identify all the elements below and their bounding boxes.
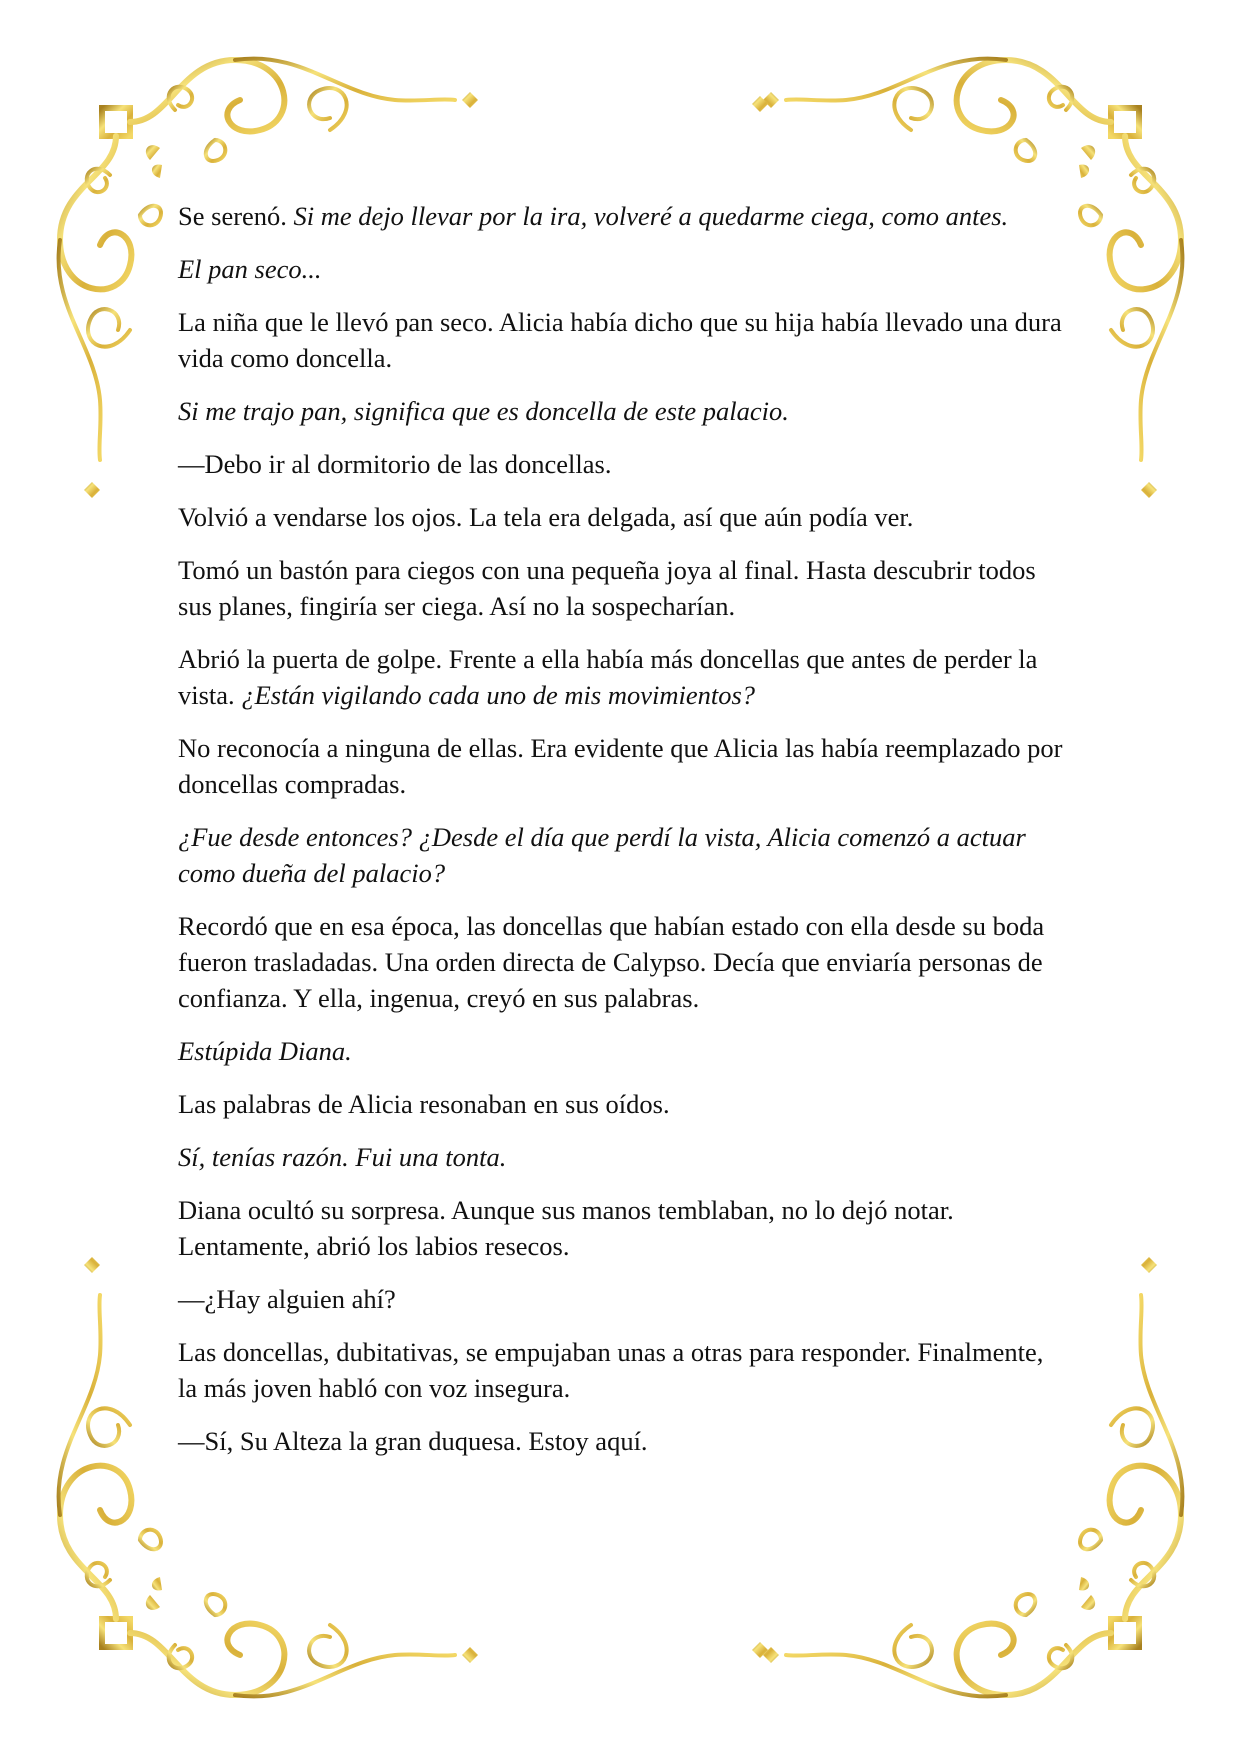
story-paragraph bbox=[178, 198, 1063, 234]
plain-text: Se serenó. bbox=[178, 201, 294, 231]
story-paragraph bbox=[178, 1086, 1063, 1122]
italic-text: Si me dejo llevar por la ira, volveré a quedarme ciega, como antes. bbox=[293, 201, 1009, 231]
story-paragraph bbox=[178, 730, 1063, 802]
italic-text: ¿Están vigilando cada uno de mis movimientos? bbox=[241, 680, 756, 710]
plain-text: Recordó que en esa época, las doncellas que habían estado con ella desde su boda fueron trasladadas. Una orden directa de Calypso. Decía que enviaría personas de confianza. Y ella, ingenua, creyó en sus palabras. bbox=[178, 911, 1045, 1013]
plain-text: Volvió a vendarse los ojos. La tela era delgada, así que aún podía ver. bbox=[178, 502, 914, 532]
story-paragraph bbox=[178, 819, 1063, 891]
plain-text: Tomó un bastón para ciegos con una pequeña joya al final. Hasta descubrir todos sus planes, fingiría ser ciega. Así no la sospecharían. bbox=[178, 555, 1036, 621]
italic-text: Si me trajo pan, significa que es doncella de este palacio. bbox=[178, 396, 789, 426]
plain-text: —¿Hay alguien ahí? bbox=[178, 1284, 396, 1314]
story-paragraph bbox=[178, 393, 1063, 429]
story-paragraph bbox=[178, 1139, 1063, 1175]
plain-text: Diana ocultó su sorpresa. Aunque sus manos temblaban, no lo dejó notar. Lentamente, abrió los labios resecos. bbox=[178, 1195, 954, 1261]
story-paragraph bbox=[178, 552, 1063, 624]
story-paragraph bbox=[178, 1423, 1063, 1459]
story-paragraph bbox=[178, 499, 1063, 535]
story-paragraph bbox=[178, 1334, 1063, 1406]
story-paragraph bbox=[178, 641, 1063, 713]
plain-text: No reconocía a ninguna de ellas. Era evidente que Alicia las había reemplazado por doncellas compradas. bbox=[178, 733, 1063, 799]
plain-text: —Sí, Su Alteza la gran duquesa. Estoy aquí. bbox=[178, 1426, 648, 1456]
story-paragraph bbox=[178, 1281, 1063, 1317]
italic-text: ¿Fue desde entonces? ¿Desde el día que perdí la vista, Alicia comenzó a actuar como dueña del palacio? bbox=[178, 822, 1026, 888]
italic-text: El pan seco... bbox=[178, 254, 322, 284]
plain-text: Las palabras de Alicia resonaban en sus oídos. bbox=[178, 1089, 670, 1119]
italic-text: Estúpida Diana. bbox=[178, 1036, 352, 1066]
plain-text: La niña que le llevó pan seco. Alicia había dicho que su hija había llevado una dura vida como doncella. bbox=[178, 307, 1062, 373]
plain-text: Abrió la puerta de golpe. Frente a ella había más doncellas que antes de perder la vista. bbox=[178, 644, 1038, 710]
plain-text: —Debo ir al dormitorio de las doncellas. bbox=[178, 449, 612, 479]
story-paragraph bbox=[178, 908, 1063, 1016]
story-text bbox=[178, 198, 1063, 1476]
story-paragraph bbox=[178, 304, 1063, 376]
italic-text: Sí, tenías razón. Fui una tonta. bbox=[178, 1142, 507, 1172]
story-paragraph bbox=[178, 251, 1063, 287]
story-paragraph bbox=[178, 1033, 1063, 1069]
plain-text: Las doncellas, dubitativas, se empujaban unas a otras para responder. Finalmente, la más joven habló con voz insegura. bbox=[178, 1337, 1044, 1403]
story-paragraph bbox=[178, 446, 1063, 482]
story-paragraph bbox=[178, 1192, 1063, 1264]
